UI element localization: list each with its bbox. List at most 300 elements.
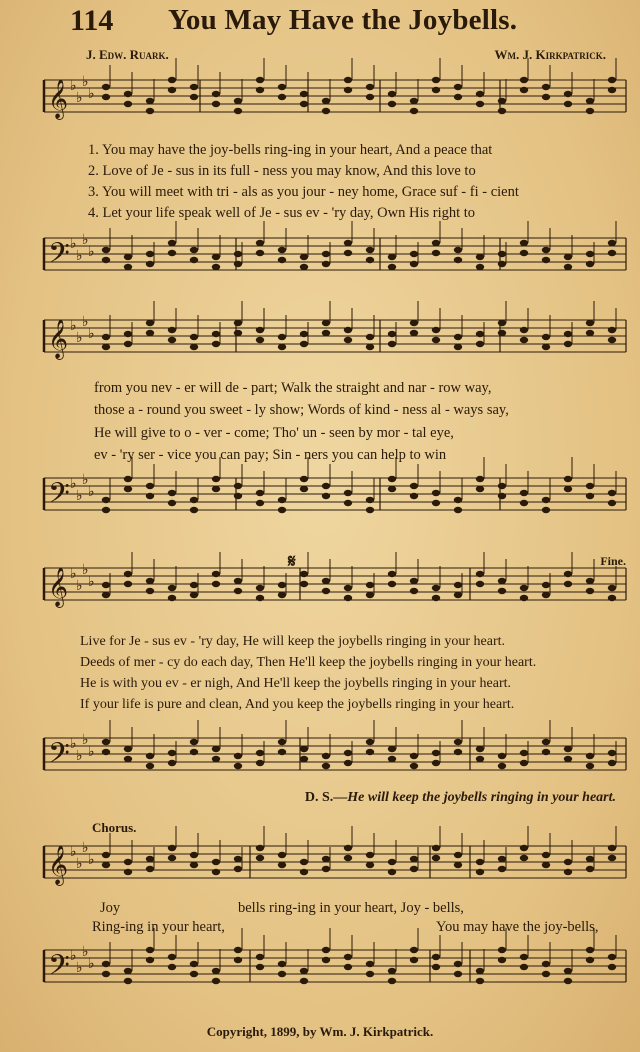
note-head — [432, 240, 440, 246]
note-head — [322, 330, 330, 336]
note-head — [410, 753, 418, 759]
note-head — [564, 859, 572, 865]
note-head — [146, 98, 154, 104]
flat-icon: ♭ — [82, 562, 89, 578]
note-head — [168, 760, 176, 766]
note-head — [410, 763, 418, 769]
system2-verse2: those a - round you sweet - ly show; Words of kind - ness al - ways say, — [94, 402, 509, 418]
note-head — [278, 592, 286, 598]
note-head — [300, 91, 308, 97]
note-head — [322, 588, 330, 594]
note-head — [102, 84, 110, 90]
flat-icon: ♭ — [88, 326, 95, 342]
note-head — [388, 968, 396, 974]
note-head — [586, 330, 594, 336]
note-head — [344, 490, 352, 496]
note-head — [278, 582, 286, 588]
flat-icon: ♭ — [82, 74, 89, 90]
flat-icon: ♭ — [76, 578, 83, 594]
note-head — [476, 254, 484, 260]
note-head — [124, 91, 132, 97]
flat-icon: ♭ — [88, 244, 95, 260]
note-head — [234, 483, 242, 489]
note-head — [344, 750, 352, 756]
copyright-notice: Copyright, 1899, by Wm. J. Kirkpatrick. — [206, 1024, 434, 1039]
note-head — [168, 845, 176, 851]
ds-text: He will keep the joybells ringing in your heart. — [347, 790, 616, 805]
note-head — [366, 257, 374, 263]
fine-marking: Fine. — [600, 554, 626, 568]
note-head — [586, 578, 594, 584]
note-head — [432, 964, 440, 970]
note-head — [190, 971, 198, 977]
note-head — [124, 859, 132, 865]
note-head — [388, 571, 396, 577]
note-head — [432, 750, 440, 756]
note-head — [234, 947, 242, 953]
note-head — [278, 84, 286, 90]
note-head — [454, 334, 462, 340]
note-head — [234, 753, 242, 759]
note-head — [168, 585, 176, 591]
note-head — [410, 866, 418, 872]
note-head — [586, 957, 594, 963]
note-head — [278, 334, 286, 340]
note-head — [542, 749, 550, 755]
flat-icon: ♭ — [88, 852, 95, 868]
note-head — [366, 592, 374, 598]
note-head — [388, 91, 396, 97]
note-head — [212, 746, 220, 752]
note-head — [124, 978, 132, 984]
note-head — [608, 490, 616, 496]
note-head — [190, 961, 198, 967]
note-head — [300, 581, 308, 587]
note-head — [256, 954, 264, 960]
note-head — [190, 507, 198, 513]
note-head — [300, 476, 308, 482]
note-head — [212, 756, 220, 762]
ds-label: D. S.— — [304, 790, 348, 805]
treble-clef-icon: 𝄞 — [48, 845, 69, 885]
note-head — [256, 855, 264, 861]
note-head — [322, 98, 330, 104]
note-head — [498, 588, 506, 594]
note-head — [520, 954, 528, 960]
note-head — [322, 763, 330, 769]
note-head — [256, 490, 264, 496]
note-head — [190, 862, 198, 868]
note-head — [520, 964, 528, 970]
system1-verse1: 1. You may have the joy-bells ring-ing in your heart, And a peace that — [88, 142, 493, 158]
note-head — [410, 251, 418, 257]
note-head — [190, 852, 198, 858]
note-head — [256, 585, 264, 591]
note-head — [520, 490, 528, 496]
flat-icon: ♭ — [82, 840, 89, 856]
note-head — [278, 344, 286, 350]
note-head — [322, 866, 330, 872]
note-head — [498, 493, 506, 499]
note-head — [322, 856, 330, 862]
note-head — [564, 581, 572, 587]
note-head — [102, 971, 110, 977]
note-head — [520, 585, 528, 591]
note-head — [146, 588, 154, 594]
note-head — [498, 856, 506, 862]
note-head — [190, 257, 198, 263]
note-head — [146, 578, 154, 584]
note-head — [542, 334, 550, 340]
note-head — [278, 961, 286, 967]
note-head — [476, 756, 484, 762]
note-head — [168, 750, 176, 756]
composer-credit: Wm. J. Kirkpatrick. — [494, 47, 606, 62]
note-head — [498, 108, 506, 114]
note-head — [366, 247, 374, 253]
note-head — [454, 961, 462, 967]
note-head — [410, 108, 418, 114]
note-head — [564, 746, 572, 752]
note-head — [564, 486, 572, 492]
system2-verse1: from you nev - er will de - part; Walk the straight and nar - row way, — [94, 380, 492, 396]
note-head — [102, 862, 110, 868]
note-head — [344, 954, 352, 960]
system2-verse3: He will give to o - ver - come; Tho' un - seen by mor - tal eye, — [94, 425, 454, 441]
note-head — [410, 947, 418, 953]
note-head — [586, 763, 594, 769]
system1-verse2: 2. Love of Je - sus in its full - ness you may know, And this love to — [88, 163, 476, 179]
note-head — [542, 497, 550, 503]
note-head — [234, 578, 242, 584]
note-head — [168, 250, 176, 256]
note-head — [410, 330, 418, 336]
chorus-line2-rest: You may have the joy-bells, — [436, 919, 599, 935]
note-head — [234, 98, 242, 104]
note-head — [564, 571, 572, 577]
note-head — [124, 581, 132, 587]
note-head — [564, 254, 572, 260]
flat-icon: ♭ — [70, 948, 77, 964]
note-head — [344, 500, 352, 506]
note-head — [498, 261, 506, 267]
note-head — [476, 746, 484, 752]
chorus-line2-start: Ring-ing in your heart, — [92, 919, 225, 935]
note-head — [124, 968, 132, 974]
note-head — [410, 320, 418, 326]
note-head — [102, 497, 110, 503]
note-head — [322, 108, 330, 114]
note-head — [410, 98, 418, 104]
flat-icon: ♭ — [76, 856, 83, 872]
note-head — [256, 760, 264, 766]
note-head — [542, 247, 550, 253]
note-head — [344, 337, 352, 343]
note-head — [102, 344, 110, 350]
note-head — [454, 257, 462, 263]
note-head — [300, 101, 308, 107]
note-head — [190, 344, 198, 350]
note-head — [366, 749, 374, 755]
note-head — [564, 331, 572, 337]
note-head — [146, 947, 154, 953]
note-head — [454, 592, 462, 598]
note-head — [520, 87, 528, 93]
note-head — [608, 500, 616, 506]
note-head — [498, 763, 506, 769]
note-head — [322, 320, 330, 326]
flat-icon: ♭ — [76, 488, 83, 504]
note-head — [520, 327, 528, 333]
note-head — [234, 251, 242, 257]
note-head — [388, 859, 396, 865]
note-head — [564, 264, 572, 270]
note-head — [432, 585, 440, 591]
treble-clef-icon: 𝄞 — [48, 567, 69, 607]
note-head — [388, 331, 396, 337]
note-head — [520, 760, 528, 766]
note-head — [476, 968, 484, 974]
note-head — [542, 94, 550, 100]
note-head — [344, 77, 352, 83]
note-head — [388, 476, 396, 482]
note-head — [520, 595, 528, 601]
note-head — [476, 859, 484, 865]
note-head — [168, 954, 176, 960]
note-head — [256, 337, 264, 343]
segno-sign: 𝄋 — [288, 551, 296, 571]
note-head — [124, 101, 132, 107]
flat-icon: ♭ — [82, 314, 89, 330]
note-head — [520, 240, 528, 246]
note-head — [344, 327, 352, 333]
note-head — [190, 739, 198, 745]
note-head — [190, 247, 198, 253]
note-head — [102, 961, 110, 967]
note-head — [124, 486, 132, 492]
note-head — [300, 756, 308, 762]
note-head — [212, 341, 220, 347]
note-head — [102, 852, 110, 858]
note-head — [454, 582, 462, 588]
note-head — [454, 739, 462, 745]
note-head — [476, 476, 484, 482]
note-head — [432, 337, 440, 343]
note-head — [102, 739, 110, 745]
note-head — [322, 493, 330, 499]
note-head — [388, 581, 396, 587]
note-head — [322, 957, 330, 963]
note-head — [410, 261, 418, 267]
note-head — [102, 749, 110, 755]
note-head — [322, 753, 330, 759]
note-head — [608, 337, 616, 343]
note-head — [300, 869, 308, 875]
note-head — [454, 344, 462, 350]
note-head — [300, 571, 308, 577]
note-head — [278, 497, 286, 503]
note-head — [212, 254, 220, 260]
note-head — [454, 749, 462, 755]
note-head — [322, 578, 330, 584]
note-head — [454, 497, 462, 503]
hymn-title: You May Have the Joybells. — [168, 4, 518, 36]
note-head — [168, 327, 176, 333]
treble-clef-icon: 𝄞 — [48, 79, 69, 119]
note-head — [586, 866, 594, 872]
note-head — [608, 250, 616, 256]
note-head — [586, 483, 594, 489]
note-head — [168, 490, 176, 496]
note-head — [278, 739, 286, 745]
note-head — [102, 257, 110, 263]
note-head — [608, 77, 616, 83]
flat-icon: ♭ — [76, 960, 83, 976]
note-head — [102, 334, 110, 340]
note-head — [476, 571, 484, 577]
note-head — [366, 739, 374, 745]
note-head — [542, 582, 550, 588]
note-head — [520, 750, 528, 756]
note-head — [168, 595, 176, 601]
note-head — [234, 957, 242, 963]
note-head — [234, 320, 242, 326]
note-head — [212, 331, 220, 337]
note-head — [366, 862, 374, 868]
chorus-line1-start: Joy — [100, 900, 121, 916]
bass-clef-icon: 𝄢 — [48, 737, 70, 777]
note-head — [498, 947, 506, 953]
note-head — [102, 592, 110, 598]
flat-icon: ♭ — [70, 566, 77, 582]
note-head — [542, 507, 550, 513]
note-head — [542, 852, 550, 858]
note-head — [366, 852, 374, 858]
note-head — [124, 476, 132, 482]
note-head — [212, 869, 220, 875]
bass-clef-icon: 𝄢 — [48, 949, 70, 989]
note-head — [498, 320, 506, 326]
note-head — [388, 101, 396, 107]
note-head — [608, 855, 616, 861]
flat-icon: ♭ — [88, 484, 95, 500]
flat-icon: ♭ — [70, 476, 77, 492]
note-head — [410, 493, 418, 499]
note-head — [344, 585, 352, 591]
note-head — [564, 756, 572, 762]
flat-icon: ♭ — [76, 330, 83, 346]
note-head — [608, 964, 616, 970]
note-head — [432, 500, 440, 506]
note-head — [146, 763, 154, 769]
flat-icon: ♭ — [88, 86, 95, 102]
treble-clef-icon: 𝄞 — [48, 319, 69, 359]
note-head — [454, 507, 462, 513]
note-head — [454, 247, 462, 253]
note-head — [476, 486, 484, 492]
note-head — [168, 77, 176, 83]
note-head — [476, 978, 484, 984]
note-head — [586, 320, 594, 326]
note-head — [388, 264, 396, 270]
note-head — [608, 87, 616, 93]
note-head — [608, 750, 616, 756]
note-head — [256, 595, 264, 601]
note-head — [454, 84, 462, 90]
note-head — [410, 856, 418, 862]
note-head — [190, 334, 198, 340]
system1-verse4: 4. Let your life speak well of Je - sus ev - 'ry day, Own His right to — [88, 205, 476, 221]
flat-icon: ♭ — [82, 732, 89, 748]
note-head — [344, 845, 352, 851]
note-head — [146, 493, 154, 499]
note-head — [300, 331, 308, 337]
note-head — [542, 862, 550, 868]
note-head — [498, 251, 506, 257]
note-head — [322, 251, 330, 257]
note-head — [564, 341, 572, 347]
note-head — [146, 866, 154, 872]
note-head — [498, 330, 506, 336]
note-head — [168, 87, 176, 93]
note-head — [256, 240, 264, 246]
note-head — [542, 344, 550, 350]
note-head — [146, 261, 154, 267]
note-head — [454, 971, 462, 977]
flat-icon: ♭ — [88, 956, 95, 972]
note-head — [476, 341, 484, 347]
note-head — [366, 94, 374, 100]
note-head — [498, 866, 506, 872]
flat-icon: ♭ — [82, 232, 89, 248]
note-head — [476, 869, 484, 875]
note-head — [498, 753, 506, 759]
note-head — [300, 968, 308, 974]
note-head — [278, 749, 286, 755]
note-head — [586, 261, 594, 267]
note-head — [212, 978, 220, 984]
note-head — [234, 261, 242, 267]
note-head — [212, 101, 220, 107]
note-head — [256, 500, 264, 506]
note-head — [454, 852, 462, 858]
note-head — [608, 240, 616, 246]
note-head — [344, 760, 352, 766]
note-head — [432, 87, 440, 93]
note-head — [256, 845, 264, 851]
note-head — [586, 108, 594, 114]
note-head — [102, 94, 110, 100]
note-head — [454, 94, 462, 100]
note-head — [432, 250, 440, 256]
note-head — [432, 490, 440, 496]
note-head — [520, 250, 528, 256]
note-head — [432, 760, 440, 766]
note-head — [300, 254, 308, 260]
note-head — [564, 978, 572, 984]
note-head — [564, 968, 572, 974]
note-head — [168, 240, 176, 246]
note-head — [432, 845, 440, 851]
note-head — [124, 571, 132, 577]
note-head — [146, 483, 154, 489]
note-head — [608, 845, 616, 851]
note-head — [234, 108, 242, 114]
note-head — [124, 254, 132, 260]
flat-icon: ♭ — [82, 944, 89, 960]
flat-icon: ♭ — [76, 748, 83, 764]
note-head — [586, 856, 594, 862]
